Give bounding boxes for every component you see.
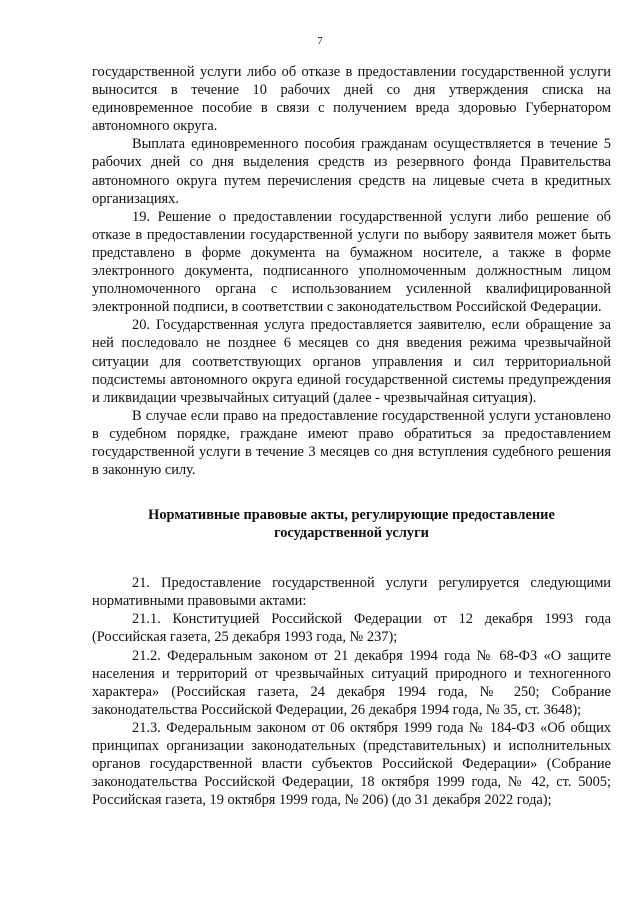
paragraph-21-1: 21.1. Конституцией Российской Федерации от 12 декабря 1993 года (Российская газета, 25 декабря 1993 года, № 237); — [92, 611, 611, 646]
section-heading-line-2: государственной услуги — [274, 524, 429, 541]
section-heading-line-1: Нормативные правовые акты, регулирующие предоставление — [148, 507, 555, 524]
paragraph-21-2: 21.2. Федеральным законом от 21 декабря 1994 года № 68-ФЗ «О защите населения и территорий от чрезвычайных ситуаций природного и техногенного характера» (Российская газета, 24 декабря 1994 года, № 250; Собрание законодательства Российской Федерации, 26 декабря 1994 года, № 35, ст. 3648); — [92, 647, 611, 718]
document-body — [92, 63, 611, 809]
section-heading — [92, 507, 611, 542]
paragraph-21: 21. Предоставление государственной услуги регулируется следующими нормативными правовыми актами: — [92, 575, 611, 610]
paragraph-court: В случае если право на предоставление государственной услуги установлено в судебном порядке, граждане имеют право обратиться за предоставлением государственной услуги в течение 3 месяцев со дня вступления судебного решения в законную силу. — [92, 407, 611, 479]
page-number: 7 — [317, 35, 323, 47]
paragraph-19: 19. Решение о предоставлении государственной услуги либо решение об отказе в предоставлении государственной услуги по выбору заявителя может быть представлено в форме документа на бумажном носителе, а также в форме электронного документа, подписанного уполномоченным должностным лицом уполномоченного органа с использованием усиленной квалифицированной электронной подписи, в соответствии с законодательством Российской Федерации. — [92, 208, 611, 316]
paragraph-20: 20. Государственная услуга предоставляется заявителю, если обращение за ней последовало не позднее 6 месяцев со дня введения режима чрезвычайной ситуации для соответствующих органов управления и сил территориальной подсистемы автономного округа единой государственной системы предупреждения и ликвидации чрезвычайных ситуаций (далее - чрезвычайная ситуация). — [92, 317, 611, 406]
paragraph-payment: Выплата единовременного пособия гражданам осуществляется в течение 5 рабочих дней со дня выделения средств из резервного фонда Правительства автономного округа путем перечисления средств на лицевые счета в кредитных организациях. — [92, 136, 611, 207]
paragraph-continuation: государственной услуги либо об отказе в предоставлении государственной услуги выносится в течение 10 рабочих дней со дня утверждения списка на единовременное пособие в связи с получением вреда здоровью Губернатором автономного округа. — [92, 64, 611, 135]
paragraph-21-3: 21.3. Федеральным законом от 06 октября 1999 года № 184-ФЗ «Об общих принципах организации законодательных (представительных) и исполнительных органов государственной власти субъектов Российской Федерации» (Собрание законодательства Российской Федерации, 18 октября 1999 года, № 42, ст. 5005; Российская газета, 19 октября 1999 года, № 206) (до 31 декабря 2022 года); — [92, 719, 611, 809]
